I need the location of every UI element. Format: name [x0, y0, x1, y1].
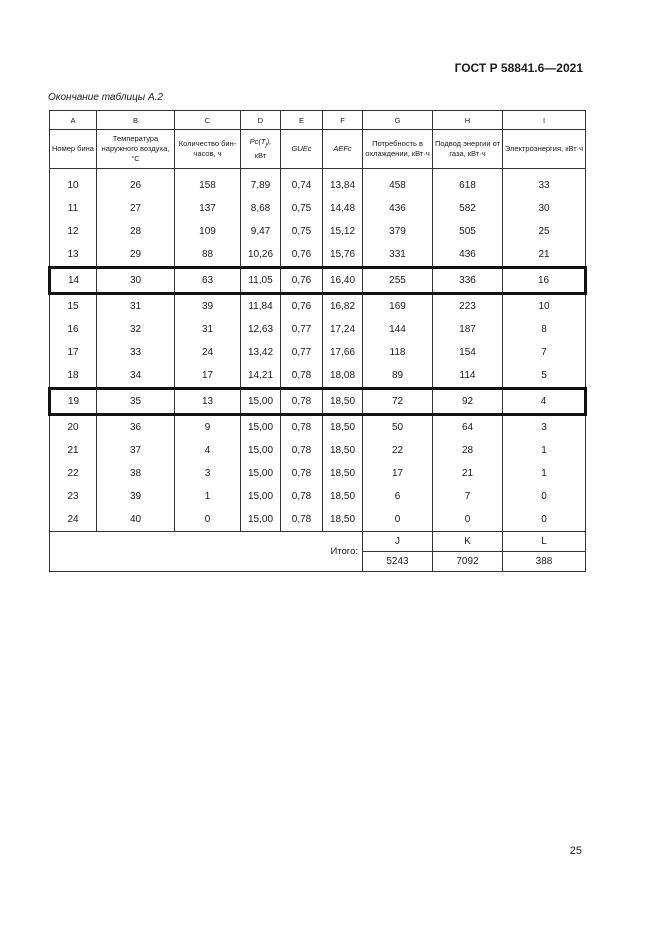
total-letter: L [503, 532, 586, 552]
table-cell: 40 [97, 508, 175, 532]
table-row [50, 268, 586, 294]
header-gas-energy: Подвод энергии от газа, кВт·ч [433, 130, 503, 169]
table-cell: 187 [433, 318, 503, 341]
table-cell: 11,05 [241, 268, 281, 294]
table-cell: 15,00 [241, 389, 281, 415]
table-cell: 144 [363, 318, 433, 341]
table-cell: 88 [175, 243, 241, 268]
table-row [50, 197, 586, 220]
table-cell: 154 [433, 341, 503, 364]
table-cell: 72 [363, 389, 433, 415]
table-cell: 10,26 [241, 243, 281, 268]
table-cell: 169 [363, 294, 433, 319]
table-cell: 11,84 [241, 294, 281, 319]
table-cell: 10 [503, 294, 586, 319]
table-cell: 11 [50, 197, 97, 220]
table-caption: Окончание таблицы А.2 [48, 92, 163, 103]
table-cell: 21 [50, 439, 97, 462]
table-cell: 16,40 [323, 268, 363, 294]
table-cell: 114 [433, 364, 503, 389]
table-cell: 158 [175, 174, 241, 197]
table-cell: 336 [433, 268, 503, 294]
table-cell: 15,12 [323, 220, 363, 243]
table-cell: 18,50 [323, 508, 363, 532]
table-cell: 31 [97, 294, 175, 319]
table-cell: 32 [97, 318, 175, 341]
table-cell: 0,78 [281, 508, 323, 532]
table-row [50, 364, 586, 389]
table-row [50, 389, 586, 415]
total-letter: J [363, 532, 433, 552]
table-cell: 23 [50, 485, 97, 508]
table-cell: 18,50 [323, 389, 363, 415]
table-cell: 0,76 [281, 243, 323, 268]
table-cell: 16,82 [323, 294, 363, 319]
table-cell: 22 [363, 439, 433, 462]
table-cell: 14 [50, 268, 97, 294]
table-cell: 4 [503, 389, 586, 415]
total-value: 388 [503, 552, 586, 572]
table-cell: 458 [363, 174, 433, 197]
table-cell: 0,77 [281, 341, 323, 364]
header-cooling-demand: Потребность в охлаждении, кВт·ч [363, 130, 433, 169]
table-cell: 21 [503, 243, 586, 268]
table-cell: 39 [175, 294, 241, 319]
table-cell: 18 [50, 364, 97, 389]
table-row [50, 485, 586, 508]
table-cell: 0,78 [281, 485, 323, 508]
table-cell: 0 [363, 508, 433, 532]
table-cell: 18,50 [323, 415, 363, 440]
table-cell: 7,89 [241, 174, 281, 197]
table-cell: 3 [503, 415, 586, 440]
table-cell: 33 [97, 341, 175, 364]
table-row [50, 462, 586, 485]
table-cell: 1 [175, 485, 241, 508]
table-cell: 4 [175, 439, 241, 462]
table-cell: 64 [433, 415, 503, 440]
table-cell: 8,68 [241, 197, 281, 220]
table-cell: 7 [433, 485, 503, 508]
table-cell: 331 [363, 243, 433, 268]
table-cell: 0,78 [281, 389, 323, 415]
table-cell: 18,50 [323, 439, 363, 462]
table-cell: 436 [433, 243, 503, 268]
header-guec: GUEc [281, 130, 323, 169]
table-cell: 9 [175, 415, 241, 440]
table-cell: 29 [97, 243, 175, 268]
table-row [50, 220, 586, 243]
table-cell: 30 [97, 268, 175, 294]
table-cell: 50 [363, 415, 433, 440]
header-bin-hours: Количество бин-часов, ч [175, 130, 241, 169]
column-letter: A [50, 111, 97, 130]
table-cell: 26 [97, 174, 175, 197]
table-cell: 0,78 [281, 462, 323, 485]
table-row [50, 415, 586, 440]
table-cell: 379 [363, 220, 433, 243]
table-cell: 14,48 [323, 197, 363, 220]
table-cell: 5 [503, 364, 586, 389]
column-letter: D [241, 111, 281, 130]
table-cell: 15 [50, 294, 97, 319]
table-cell: 17,24 [323, 318, 363, 341]
table-cell: 3 [175, 462, 241, 485]
table-cell: 18,50 [323, 485, 363, 508]
table-cell: 7 [503, 341, 586, 364]
table-cell: 14,21 [241, 364, 281, 389]
column-letters-row [50, 111, 586, 130]
table-cell: 505 [433, 220, 503, 243]
table-cell: 12,63 [241, 318, 281, 341]
table-cell: 35 [97, 389, 175, 415]
table-row [50, 318, 586, 341]
table-cell: 0,78 [281, 439, 323, 462]
table-cell: 24 [50, 508, 97, 532]
table-cell: 6 [363, 485, 433, 508]
table-row [50, 174, 586, 197]
table-cell: 1 [503, 462, 586, 485]
header-electric-energy: Электроэнергия, кВт·ч [503, 130, 586, 169]
table-cell: 0,74 [281, 174, 323, 197]
table-row [50, 508, 586, 532]
column-letter: F [323, 111, 363, 130]
total-letter: K [433, 532, 503, 552]
table-cell: 10 [50, 174, 97, 197]
table-cell: 39 [97, 485, 175, 508]
table-cell: 31 [175, 318, 241, 341]
column-header-row [50, 130, 586, 169]
table-cell: 22 [50, 462, 97, 485]
table-cell: 21 [433, 462, 503, 485]
table-cell: 25 [503, 220, 586, 243]
table-cell: 18,50 [323, 462, 363, 485]
page-number: 25 [569, 845, 582, 857]
table-cell: 8 [503, 318, 586, 341]
table-cell: 618 [433, 174, 503, 197]
table-row [50, 439, 586, 462]
table-cell: 0,78 [281, 415, 323, 440]
table-cell: 16 [50, 318, 97, 341]
table-cell: 15,00 [241, 508, 281, 532]
table-cell: 28 [433, 439, 503, 462]
header-cooling-capacity: $Pc(T_j)$, кВт [241, 130, 281, 169]
table-cell: 15,00 [241, 415, 281, 440]
table-cell: 0,75 [281, 220, 323, 243]
table-cell: 17 [363, 462, 433, 485]
table-cell: 15,00 [241, 462, 281, 485]
table-cell: 89 [363, 364, 433, 389]
table-cell: 19 [50, 389, 97, 415]
table-cell: 0,78 [281, 364, 323, 389]
table-cell: 0,77 [281, 318, 323, 341]
table-cell: 13,84 [323, 174, 363, 197]
table-cell: 34 [97, 364, 175, 389]
header-aefc: AEFc [323, 130, 363, 169]
table-cell: 0 [503, 508, 586, 532]
table-cell: 0,75 [281, 197, 323, 220]
table-cell: 30 [503, 197, 586, 220]
table-cell: 15,00 [241, 439, 281, 462]
header-outdoor-temperature: Температура наружного воздуха, °С [97, 130, 175, 169]
standard-code: ГОСТ Р 58841.6—2021 [454, 61, 583, 75]
table-row [50, 341, 586, 364]
total-letters-row [50, 532, 586, 552]
table-cell: 0,76 [281, 268, 323, 294]
table-cell: 0 [433, 508, 503, 532]
table-row [50, 294, 586, 319]
table-cell: 38 [97, 462, 175, 485]
table-cell: 37 [97, 439, 175, 462]
table-cell: 9,47 [241, 220, 281, 243]
table-cell: 17 [175, 364, 241, 389]
table-cell: 13 [50, 243, 97, 268]
table-cell: 17,66 [323, 341, 363, 364]
total-value: 7092 [433, 552, 503, 572]
table-cell: 24 [175, 341, 241, 364]
table-cell: 436 [363, 197, 433, 220]
table-cell: 18,08 [323, 364, 363, 389]
table-cell: 582 [433, 197, 503, 220]
table-cell: 109 [175, 220, 241, 243]
table-cell: 0 [175, 508, 241, 532]
table-cell: 118 [363, 341, 433, 364]
header-bin-number: Номер бина [50, 130, 97, 169]
table-cell: 137 [175, 197, 241, 220]
table-cell: 36 [97, 415, 175, 440]
table-cell: 63 [175, 268, 241, 294]
table-cell: 12 [50, 220, 97, 243]
table-cell: 28 [97, 220, 175, 243]
table-cell: 255 [363, 268, 433, 294]
column-letter: C [175, 111, 241, 130]
table-cell: 15,76 [323, 243, 363, 268]
column-letter: E [281, 111, 323, 130]
column-letter: G [363, 111, 433, 130]
table-cell: 20 [50, 415, 97, 440]
table-cell: 17 [50, 341, 97, 364]
table-cell: 16 [503, 268, 586, 294]
table-cell: 0,76 [281, 294, 323, 319]
table-cell: 27 [97, 197, 175, 220]
column-letter: I [503, 111, 586, 130]
table-cell: 223 [433, 294, 503, 319]
column-letter: B [97, 111, 175, 130]
column-letter: H [433, 111, 503, 130]
total-value: 5243 [363, 552, 433, 572]
table-cell: 15,00 [241, 485, 281, 508]
table-cell: 0 [503, 485, 586, 508]
total-label: Итого: [50, 532, 363, 572]
data-table [48, 110, 587, 572]
table-cell: 13 [175, 389, 241, 415]
table-cell: 1 [503, 439, 586, 462]
table-row [50, 243, 586, 268]
table-body [50, 174, 586, 532]
table-cell: 92 [433, 389, 503, 415]
table-cell: 13,42 [241, 341, 281, 364]
table-cell: 33 [503, 174, 586, 197]
